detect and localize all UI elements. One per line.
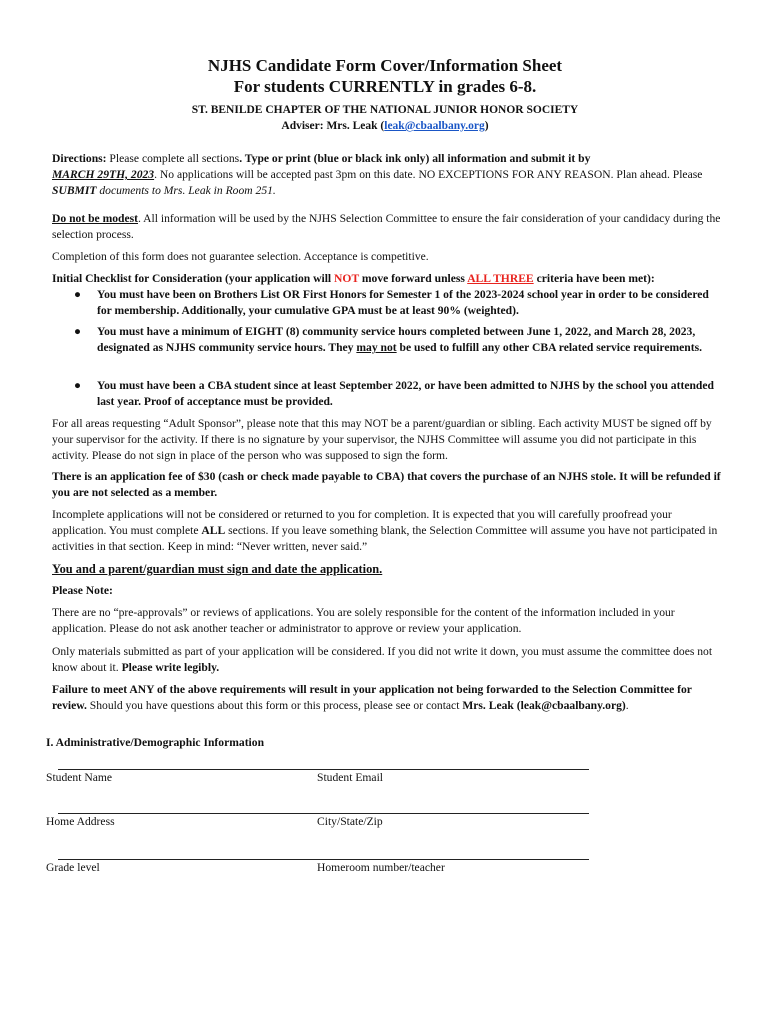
student-email-label: Student Email	[317, 771, 384, 784]
directions-label: Directions:	[52, 152, 107, 165]
directions-paragraph: Directions: Please complete all sections. Type or print (blue or black ink only) all information and submit it by MARCH 29TH, 2023. No applications will be accepted past 3pm on this date. NO EXCEPTIONS FOR ANY REASON. Plan ahead. Please SUBMIT documents to Mrs. Leak in Room 251.	[52, 152, 703, 197]
signature-requirement-heading: You and a parent/guardian must sign and date the application.	[52, 562, 383, 576]
chapter-name: ST. BENILDE CHAPTER OF THE NATIONAL JUNIOR HONOR SOCIETY	[191, 104, 579, 116]
incomplete-paragraph: Incomplete applications will not be considered or returned to you for completion. It is expected that you will carefully proofread your application. You must complete ALL sections. If you leave something blank, the Selection Committee will assume you have not participated in activities in that section. Keep in mind: “Never written, never said.”	[52, 508, 718, 553]
adviser-line: Adviser: Mrs. Leak (leak@cbaalbany.org)	[281, 120, 489, 132]
deadline-date: MARCH 29TH, 2023	[52, 168, 155, 181]
adviser-email-link[interactable]: leak@cbaalbany.org	[384, 120, 485, 132]
checklist-intro: Initial Checklist for Consideration (your application will NOT move forward unless ALL THREE criteria have been met):	[52, 272, 655, 285]
materials-paragraph: Only materials submitted as part of your application will be considered. If you did not write it down, you must assume the committee does not know about it. Please write legibly.	[52, 645, 713, 674]
homeroom-label: Homeroom number/teacher	[317, 861, 445, 874]
fee-paragraph: There is an application fee of $30 (cash or check made payable to CBA) that covers the purchase of an NJHS stole. It will be refunded if you are not selected as a member.	[52, 470, 721, 499]
grade-level-label: Grade level	[46, 861, 100, 874]
home-address-label: Home Address	[46, 815, 115, 828]
checklist-item: ● You must have a minimum of EIGHT (8) community service hours completed between June 1, 2022, and March 28, 2023, designated as NJHS community service hours. They may not be used to fulfill any other CBA related service requirements.	[74, 325, 703, 354]
modest-paragraph: Do not be modest. All information will be used by the NJHS Selection Committee to ensure the fair consideration of your candidacy during the selection process.	[52, 212, 721, 241]
checklist-item: ● You must have been on Brothers List OR First Honors for Semester 1 of the 2023-2024 school year in order to be considered for membership. Additionally, your cumulative GPA must be at least 90% (weighted).	[74, 288, 709, 317]
section-heading: I. Administrative/Demographic Information	[46, 736, 265, 749]
checklist-item: ● You must have been a CBA student since at least September 2022, or have been admitted to NJHS by the school you attended last year. Proof of acceptance must be provided.	[74, 379, 714, 408]
student-name-label: Student Name	[46, 771, 113, 784]
preapproval-paragraph: There are no “pre-approvals” or reviews of applications. You are solely responsible for the content of the information included in your application. Please do not ask another teacher or administrator to approve or review your application.	[52, 606, 675, 635]
city-state-zip-label: City/State/Zip	[317, 815, 383, 828]
sponsor-paragraph: For all areas requesting “Adult Sponsor”, please note that this may NOT be a parent/guardian or sibling. Each activity MUST be signed off by your supervisor for the activity. If there is no signature by your supervisor, the NJHS Committee will assume you did not participate in this activity. Please do not sign in place of the person who was supposed to sign the form.	[52, 417, 712, 462]
please-note-heading: Please Note:	[52, 584, 113, 597]
failure-paragraph: Failure to meet ANY of the above requirements will result in your application not being forwarded to the Selection Committee for review. Should you have questions about this form or this process, please see or contact Mrs. Leak (leak@cbaalbany.org).	[52, 683, 692, 712]
completion-paragraph: Completion of this form does not guarantee selection. Acceptance is competitive.	[52, 250, 429, 263]
page-title: NJHS Candidate Form Cover/Information Sheet	[207, 56, 563, 75]
page-subtitle: For students CURRENTLY in grades 6-8.	[233, 77, 537, 96]
